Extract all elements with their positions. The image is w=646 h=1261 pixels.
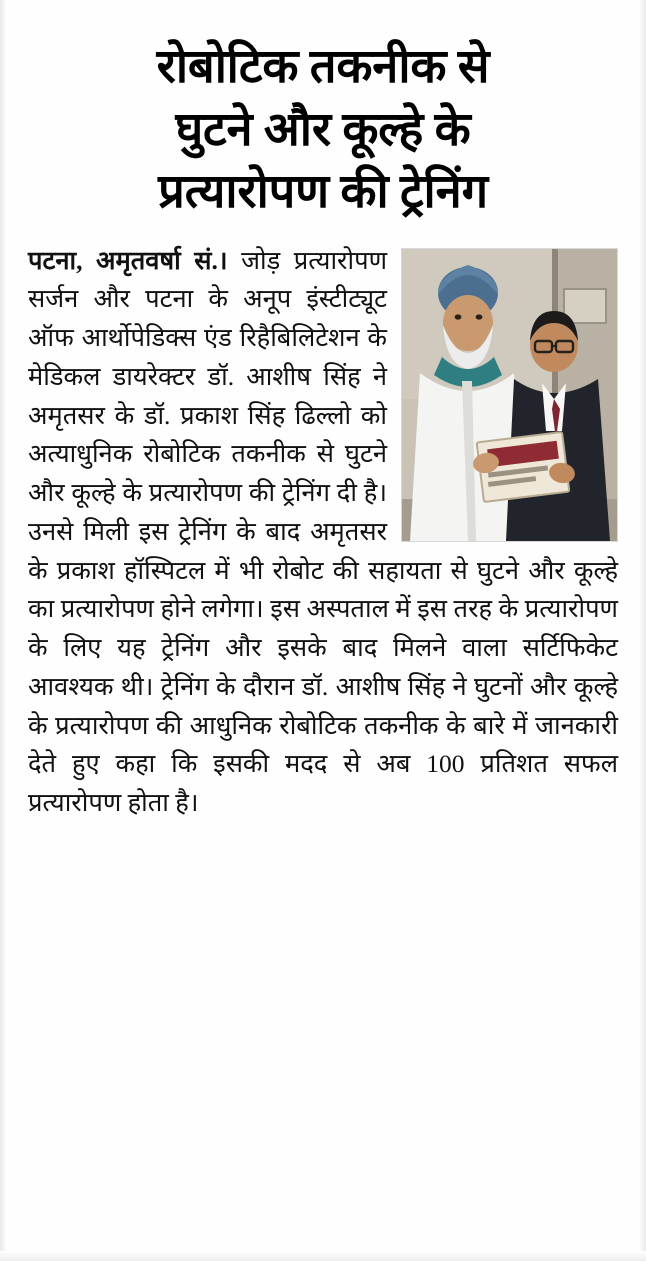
byline: पटना, अमृतवर्षा सं.। (28, 245, 228, 275)
page-title (28, 36, 618, 224)
headline-line-2: घुटने और कूल्हे के (175, 103, 471, 156)
headline-line-1: रोबोटिक तकनीक से (156, 41, 490, 93)
article-text: जोड़ प्रत्यारोपण सर्जन और पटना के अनूप इंस्टीट्यूट ऑफ आर्थोपेडिक्स एंड रिहैबिलिटेशन के मेडिकल डायरेक्टर डॉ. आशीष सिंह ने अमृतसर के डॉ. प्रकाश सिंह ढिल्लो को अत्याधुनिक रोबोटिक तकनीक से घुटने और कूल्हे के प्रत्यारोपण की ट्रेनिंग दी है। उनसे मिली इस ट्रेनिंग के बाद अमृतसर के प्रकाश हॉस्पिटल में भी रोबोट की सहायता से घुटने और कूल्हे का प्रत्यारोपण होने लगेगा। इस अस्पताल में इस तरह के प्रत्यारोपण के लिए यह ट्रेनिंग और इसके बाद मिलने वाला सर्टिफिकेट आवश्यक थी। ट्रेनिंग के दौरान डॉ. आशीष सिंह ने घुटनों और कूल्हे के प्रत्यारोपण की आधुनिक रोबोटिक तकनीक के बारे में जानकारी देते हुए कहा कि इसकी मदद से अब 100 प्रतिशत सफल प्रत्यारोपण होता है। (28, 245, 618, 817)
page-edge-right (639, 0, 646, 1261)
page-edge-bottom (0, 1251, 646, 1261)
article-body (28, 242, 618, 823)
page-edge-left (0, 0, 7, 1261)
headline-line-3: प्रत्यारोपण की ट्रेनिंग (158, 166, 488, 218)
two-doctors-photo (401, 248, 618, 542)
